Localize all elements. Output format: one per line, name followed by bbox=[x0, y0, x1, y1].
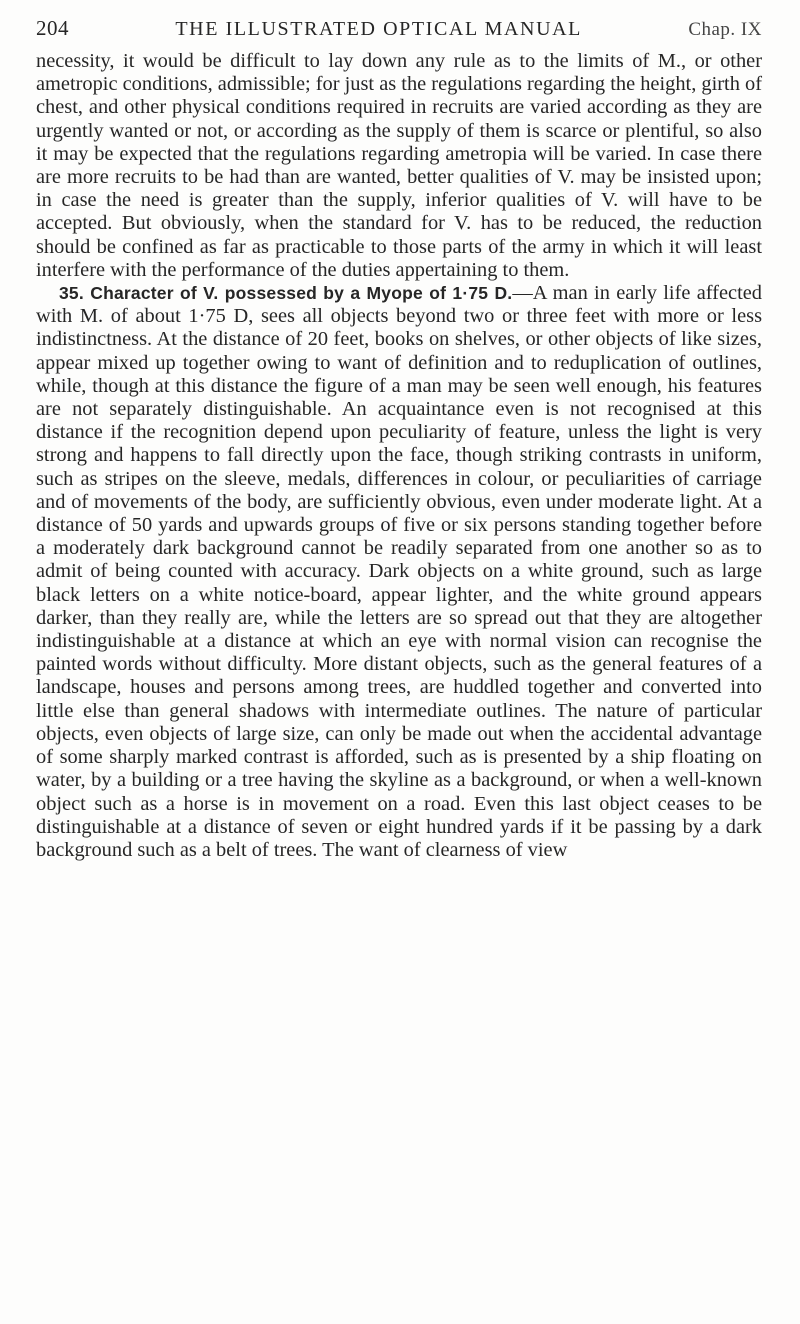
paragraph-section-35 bbox=[36, 282, 762, 862]
body-text bbox=[36, 50, 762, 862]
running-title: THE ILLUSTRATED OPTICAL MANUAL bbox=[175, 18, 582, 40]
paragraph-continued: necessity, it would be difficult to lay down any rule as to the limits of M., or other ametropic conditions, admissible; for just as the regulations regarding the height, girth of chest, and other physical conditions required in recruits are varied according as they are urgently wanted or not, or according as the supply of them is scarce or plentiful, so also it may be expected that the regulations regarding ametropia will be varied. In case there are more recruits to be had than are wanted, better qualities of V. may be insisted upon; in case the need is greater than the supply, inferior qualities of V. will have to be accepted. But obviously, when the standard for V. has to be reduced, the reduction should be confined as far as practicable to those parts of the army in which it will least interfere with the performance of the duties appertaining to them. bbox=[36, 50, 762, 281]
chapter-label: Chap. IX bbox=[688, 19, 762, 40]
section-number: 35. bbox=[59, 283, 84, 304]
page-number: 204 bbox=[36, 16, 69, 40]
section-heading: Character of V. possessed by a Myope of 1·75 D. bbox=[90, 283, 513, 304]
section-text: —A man in early life affected with M. of about 1·75 D, sees all objects beyond two or three feet with more or less indistinctness. At the distance of 20 feet, books on shelves, or other objects of like sizes, appear mixed up together owing to want of definition and to reduplication of outlines, while, though at this distance the figure of a man may be seen well enough, his features are not separately distinguishable. An acquaintance even is not recognised at this distance if the recognition depend upon peculiarity of feature, unless the light is very strong and happens to fall directly upon the face, though striking contrasts in uniform, such as stripes on the sleeve, medals, differences in colour, or peculiarities of carriage and of movements of the body, are sufficiently obvious, even under moderate light. At a distance of 50 yards and upwards groups of five or six persons standing together before a moderately dark background cannot be readily separated from one another so as to admit of being counted with accuracy. Dark objects on a white ground, such as large black letters on a white notice-board, appear lighter, and the white ground appears darker, than they really are, while the letters are so spread out that they are altogether indistinguishable at a distance at which an eye with normal vision can recognise the painted words without difficulty. More distant objects, such as the general features of a landscape, houses and persons among trees, are huddled together and converted into little else than general shadows with intermediate outlines. The nature of particular objects, even objects of large size, can only be made out when the accidental advantage of some sharply marked contrast is afforded, such as is presented by a ship floating on water, by a building or a tree having the skyline as a background, or when a well-known object such as a horse is in movement on a road. Even this last object ceases to be distinguishable at a distance of seven or eight hundred yards if it be passing by a dark background such as a belt of trees. The want of clearness of view bbox=[36, 282, 762, 861]
running-head bbox=[36, 16, 762, 46]
